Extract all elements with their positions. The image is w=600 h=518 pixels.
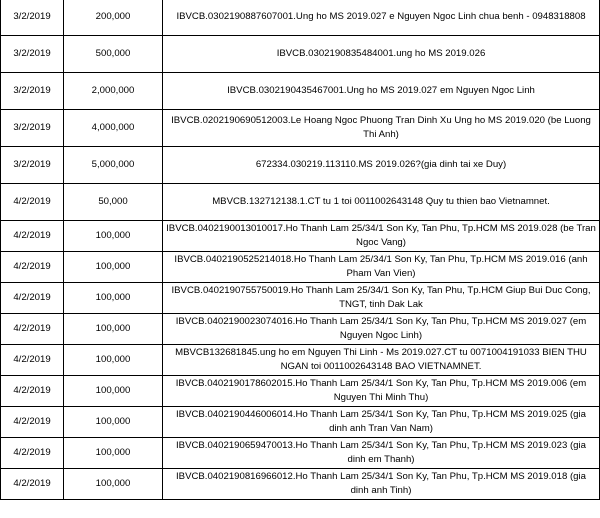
date-cell: 4/2/2019 [1, 438, 64, 469]
description-cell: IBVCB.0302190435467001.Ung ho MS 2019.027 em Nguyen Ngoc Linh [163, 73, 600, 110]
date-cell: 4/2/2019 [1, 345, 64, 376]
table-row [1, 376, 600, 407]
amount-cell: 200,000 [64, 0, 163, 36]
amount-cell: 100,000 [64, 314, 163, 345]
amount-cell: 50,000 [64, 184, 163, 221]
amount-cell: 100,000 [64, 252, 163, 283]
description-cell: IBVCB.0402190816966012.Ho Thanh Lam 25/34/1 Son Ky, Tan Phu, Tp.HCM MS 2019.018 (gia dinh anh Tinh) [163, 469, 600, 500]
table-row [1, 469, 600, 500]
description-cell: IBVCB.0402190178602015.Ho Thanh Lam 25/34/1 Son Ky, Tan Phu, Tp.HCM MS 2019.006 (em Nguyen Thi Minh Thu) [163, 376, 600, 407]
table-row [1, 184, 600, 221]
amount-cell: 100,000 [64, 469, 163, 500]
table-row [1, 0, 600, 36]
date-cell: 4/2/2019 [1, 221, 64, 252]
table-row [1, 73, 600, 110]
description-cell: IBVCB.0202190690512003.Le Hoang Ngoc Phuong Tran Dinh Xu Ung ho MS 2019.020 (be Luong Thi Anh) [163, 110, 600, 147]
amount-cell: 100,000 [64, 283, 163, 314]
table-row [1, 438, 600, 469]
description-cell: IBVCB.0402190525214018.Ho Thanh Lam 25/34/1 Son Ky, Tan Phu, Tp.HCM MS 2019.016 (anh Pham Van Vien) [163, 252, 600, 283]
table-row [1, 36, 600, 73]
description-cell: IBVCB.0402190023074016.Ho Thanh Lam 25/34/1 Son Ky, Tan Phu, Tp.HCM MS 2019.027 (em Nguyen Ngoc Linh) [163, 314, 600, 345]
amount-cell: 100,000 [64, 345, 163, 376]
amount-cell: 100,000 [64, 376, 163, 407]
table-row [1, 407, 600, 438]
date-cell: 4/2/2019 [1, 376, 64, 407]
date-cell: 3/2/2019 [1, 110, 64, 147]
table-row [1, 147, 600, 184]
description-cell: IBVCB.0402190013010017.Ho Thanh Lam 25/34/1 Son Ky, Tan Phu, Tp.HCM MS 2019.028 (be Tran Ngoc Vang) [163, 221, 600, 252]
amount-cell: 100,000 [64, 407, 163, 438]
amount-cell: 500,000 [64, 36, 163, 73]
amount-cell: 100,000 [64, 438, 163, 469]
date-cell: 3/2/2019 [1, 36, 64, 73]
amount-cell: 5,000,000 [64, 147, 163, 184]
description-cell: MBVCB132681845.ung ho em Nguyen Thi Linh - Ms 2019.027.CT tu 0071004191033 BIEN THU NGAN toi 0011002643148 BAO VIETNAMNET. [163, 345, 600, 376]
date-cell: 4/2/2019 [1, 314, 64, 345]
date-cell: 4/2/2019 [1, 184, 64, 221]
table-row [1, 221, 600, 252]
table-row [1, 314, 600, 345]
date-cell: 4/2/2019 [1, 407, 64, 438]
amount-cell: 4,000,000 [64, 110, 163, 147]
date-cell: 3/2/2019 [1, 147, 64, 184]
description-cell: 672334.030219.113110.MS 2019.026?(gia dinh tai xe Duy) [163, 147, 600, 184]
table-row [1, 110, 600, 147]
description-cell: MBVCB.132712138.1.CT tu 1 toi 0011002643148 Quy tu thien bao Vietnamnet. [163, 184, 600, 221]
date-cell: 4/2/2019 [1, 283, 64, 314]
date-cell: 4/2/2019 [1, 252, 64, 283]
table-row [1, 283, 600, 314]
description-cell: IBVCB.0402190659470013.Ho Thanh Lam 25/34/1 Son Ky, Tan Phu, Tp.HCM MS 2019.023 (gia dinh em Thanh) [163, 438, 600, 469]
donation-table-body [1, 0, 600, 500]
table-row [1, 252, 600, 283]
amount-cell: 100,000 [64, 221, 163, 252]
date-cell: 3/2/2019 [1, 73, 64, 110]
amount-cell: 2,000,000 [64, 73, 163, 110]
date-cell: 4/2/2019 [1, 469, 64, 500]
table-row [1, 345, 600, 376]
description-cell: IBVCB.0402190755750019.Ho Thanh Lam 25/34/1 Son Ky, Tan Phu, Tp.HCM Giup Bui Duc Cong, TNGT, tinh Dak Lak [163, 283, 600, 314]
description-cell: IBVCB.0302190835484001.ung ho MS 2019.026 [163, 36, 600, 73]
description-cell: IBVCB.0402190446006014.Ho Thanh Lam 25/34/1 Son Ky, Tan Phu, Tp.HCM MS 2019.025 (gia dinh anh Tran Van Nam) [163, 407, 600, 438]
description-cell: IBVCB.0302190887607001.Ung ho MS 2019.027 e Nguyen Ngoc Linh chua benh - 0948318808 [163, 0, 600, 36]
date-cell: 3/2/2019 [1, 0, 64, 36]
